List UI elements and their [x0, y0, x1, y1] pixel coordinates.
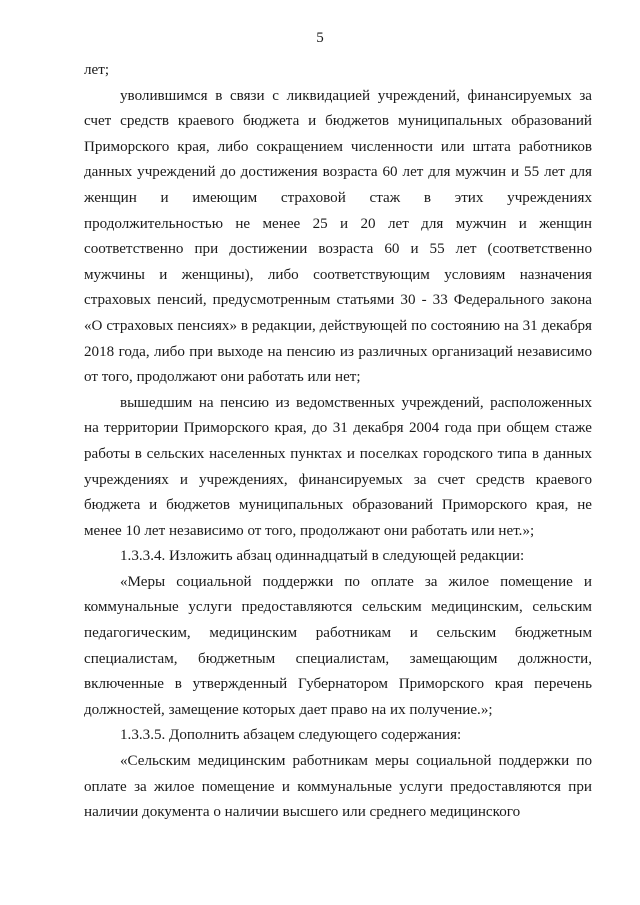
document-body — [84, 58, 592, 826]
paragraph: «Меры социальной поддержки по оплате за жилое помещение и коммунальные услуги предоставляются сельским медицинским, сельским педагогическим, медицинским работникам и сельским бюджетным специалистам, бюджетным специалистам, замещающим должности, включенные в утвержденный Губернатором Приморского края перечень должностей, замещение которых дает право на их получение.»; — [84, 573, 592, 718]
paragraph: «Сельским медицинским работникам меры социальной поддержки по оплате за жилое помещение и коммунальные услуги предоставляются при наличии документа о наличии высшего или среднего медицинского — [84, 753, 592, 821]
page-number: 5 — [316, 30, 324, 46]
paragraph: лет; — [84, 62, 110, 78]
paragraph: уволившимся в связи с ликвидацией учреждений, финансируемых за счет средств краевого бюджета и бюджетов муниципальных образований Приморского края, либо сокращением численности или штата работников данных учреждений до достижения возраста 60 лет для мужчин и 55 лет для женщин и имеющим страховой стаж в этих учреждениях продолжительностью не менее 25 и 20 лет для мужчин и женщин соответственно при достижении возраста 60 и 55 лет (соответственно мужчины и женщины), либо соответствующим условиям назначения страховых пенсий, предусмотренным статьями 30 - 33 Федерального закона «О страховых пенсиях» в редакции, действующей по состоянию на 31 декабря 2018 года, либо при выходе на пенсию из различных организаций независимо от того, продолжают они работать или нет; — [84, 87, 592, 386]
paragraph: вышедшим на пенсию из ведомственных учреждений, расположенных на территории Приморского края, до 31 декабря 2004 года при общем стаже работы в сельских населенных пунктах и поселках городского типа в данных учреждениях и учреждениях, финансируемых за счет средств краевого бюджета и бюджетов муниципальных образований Приморского края, не менее 10 лет независимо от того, продолжают они работать или нет.»; — [84, 394, 592, 539]
paragraph: 1.3.3.4. Изложить абзац одиннадцатый в следующей редакции: — [120, 548, 525, 565]
paragraph: 1.3.3.5. Дополнить абзацем следующего содержания: — [120, 727, 462, 744]
